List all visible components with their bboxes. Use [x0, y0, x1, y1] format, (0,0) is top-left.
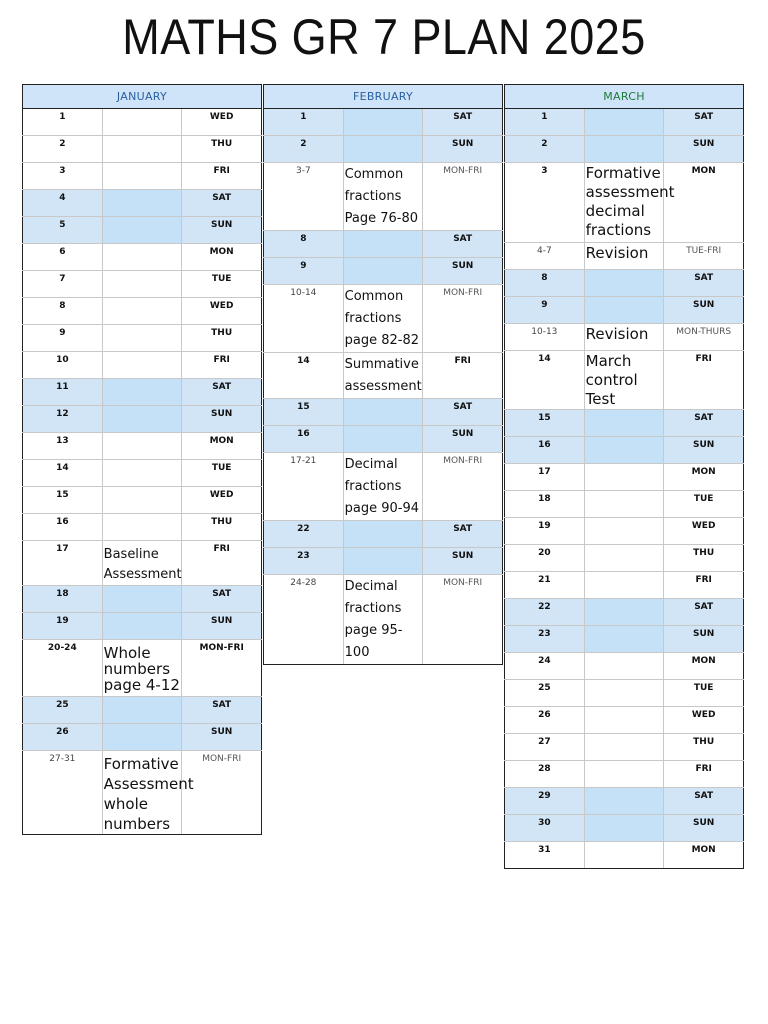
weekday-cell: SUN: [664, 297, 744, 324]
calendar-row: [505, 491, 744, 518]
calendar-row: [505, 545, 744, 572]
weekday-cell: FRI: [664, 572, 744, 599]
topic-cell: [343, 231, 423, 258]
topic-cell: Summative assessment: [343, 353, 423, 399]
weekday-cell: SUN: [182, 724, 262, 751]
day-number: 5: [23, 217, 103, 244]
calendar-row: [505, 707, 744, 734]
topic-cell: [102, 190, 182, 217]
month-header-march: MARCH: [505, 85, 744, 109]
calendar-row: [23, 163, 262, 190]
weekday-cell: SUN: [664, 815, 744, 842]
topic-cell: [584, 653, 664, 680]
calendar-row: [23, 640, 262, 697]
weekday-cell: MON-FRI: [423, 163, 503, 231]
weekday-cell: SAT: [182, 697, 262, 724]
day-number: 1: [505, 109, 585, 136]
calendar-row: [264, 163, 503, 231]
weekday-cell: SUN: [423, 136, 503, 163]
calendar-row: [505, 437, 744, 464]
weekday-cell: MON-FRI: [423, 285, 503, 353]
topic-cell: [343, 426, 423, 453]
calendar-row: [23, 541, 262, 586]
topic-cell: [584, 815, 664, 842]
february-table: [263, 84, 503, 665]
calendar-row: [264, 521, 503, 548]
topic-cell: [102, 613, 182, 640]
calendar-row: [505, 680, 744, 707]
topic-cell: [343, 548, 423, 575]
calendar-row: [264, 109, 503, 136]
day-number: 16: [505, 437, 585, 464]
topic-cell: [584, 842, 664, 869]
topic-cell: [102, 298, 182, 325]
calendar-row: [505, 243, 744, 270]
calendar-row: [505, 270, 744, 297]
topic-cell: [584, 599, 664, 626]
day-number: 19: [505, 518, 585, 545]
calendar-row: [505, 815, 744, 842]
day-number: 30: [505, 815, 585, 842]
topic-cell: Decimal fractions page 90-94: [343, 453, 423, 521]
calendar-row: [505, 297, 744, 324]
day-number: 24-28: [264, 575, 344, 665]
calendar-row: [23, 379, 262, 406]
weekday-cell: FRI: [664, 761, 744, 788]
calendar-row: [23, 217, 262, 244]
weekday-cell: TUE-FRI: [664, 243, 744, 270]
day-number: 29: [505, 788, 585, 815]
topic-cell: [584, 707, 664, 734]
day-number: 6: [23, 244, 103, 271]
weekday-cell: TUE: [664, 680, 744, 707]
topic-cell: [584, 109, 664, 136]
weekday-cell: THU: [182, 325, 262, 352]
weekday-cell: SAT: [182, 379, 262, 406]
calendar-row: [23, 724, 262, 751]
calendar-row: [505, 136, 744, 163]
weekday-cell: MON: [664, 464, 744, 491]
calendar-row: [264, 231, 503, 258]
calendar-row: [505, 324, 744, 351]
calendar-row: [505, 599, 744, 626]
day-number: 4: [23, 190, 103, 217]
calendar-row: [264, 548, 503, 575]
topic-cell: [102, 325, 182, 352]
topic-cell: [102, 433, 182, 460]
day-number: 12: [23, 406, 103, 433]
january-table: [22, 84, 262, 835]
weekday-cell: SUN: [664, 626, 744, 653]
topic-cell: Baseline Assessment: [102, 541, 182, 586]
weekday-cell: SAT: [664, 410, 744, 437]
day-number: 10: [23, 352, 103, 379]
calendar-row: [23, 244, 262, 271]
topic-cell: [584, 680, 664, 707]
calendar-row: [23, 352, 262, 379]
topic-cell: Formative Assessment whole numbers: [102, 751, 182, 835]
day-number: 17-21: [264, 453, 344, 521]
day-number: 19: [23, 613, 103, 640]
topic-cell: [102, 697, 182, 724]
topic-cell: [343, 136, 423, 163]
topic-cell: [343, 109, 423, 136]
day-number: 18: [23, 586, 103, 613]
calendar-row: [23, 136, 262, 163]
topic-cell: Common fractions page 82-82: [343, 285, 423, 353]
topic-cell: [102, 136, 182, 163]
calendar-row: [505, 842, 744, 869]
weekday-cell: MON: [664, 653, 744, 680]
day-number: 10-14: [264, 285, 344, 353]
day-number: 27-31: [23, 751, 103, 835]
topic-cell: Whole numbers page 4-12: [102, 640, 182, 697]
day-number: 2: [505, 136, 585, 163]
day-number: 15: [505, 410, 585, 437]
calendar-row: [505, 351, 744, 410]
weekday-cell: MON-FRI: [182, 751, 262, 835]
weekday-cell: FRI: [182, 352, 262, 379]
calendar-row: [505, 572, 744, 599]
day-number: 20: [505, 545, 585, 572]
day-number: 11: [23, 379, 103, 406]
calendar-row: [505, 109, 744, 136]
calendar-row: [23, 298, 262, 325]
topic-cell: [584, 410, 664, 437]
weekday-cell: SAT: [423, 109, 503, 136]
weekday-cell: SAT: [423, 521, 503, 548]
weekday-cell: SUN: [423, 258, 503, 285]
weekday-cell: WED: [182, 487, 262, 514]
march-table: [504, 84, 744, 869]
calendar-row: [264, 426, 503, 453]
weekday-cell: THU: [182, 136, 262, 163]
topic-cell: [102, 352, 182, 379]
calendar-row: [264, 285, 503, 353]
calendar-row: [505, 518, 744, 545]
weekday-cell: SUN: [423, 426, 503, 453]
topic-cell: [102, 244, 182, 271]
day-number: 14: [23, 460, 103, 487]
weekday-cell: SUN: [664, 136, 744, 163]
day-number: 18: [505, 491, 585, 518]
topic-cell: [584, 572, 664, 599]
calendar-row: [23, 514, 262, 541]
calendar-row: [23, 406, 262, 433]
topic-cell: [584, 464, 664, 491]
weekday-cell: SAT: [664, 109, 744, 136]
day-number: 23: [505, 626, 585, 653]
day-number: 14: [505, 351, 585, 410]
page-title: MATHS GR 7 PLAN 2025: [122, 9, 646, 65]
day-number: 15: [23, 487, 103, 514]
weekday-cell: MON: [182, 244, 262, 271]
calendar-row: [23, 190, 262, 217]
weekday-cell: MON-FRI: [423, 453, 503, 521]
topic-cell: [102, 217, 182, 244]
weekday-cell: THU: [664, 545, 744, 572]
day-number: 26: [23, 724, 103, 751]
weekday-cell: SUN: [182, 217, 262, 244]
day-number: 31: [505, 842, 585, 869]
weekday-cell: WED: [664, 518, 744, 545]
topic-cell: [343, 258, 423, 285]
day-number: 25: [505, 680, 585, 707]
topic-cell: [102, 487, 182, 514]
day-number: 26: [505, 707, 585, 734]
weekday-cell: FRI: [182, 541, 262, 586]
calendar-row: [264, 258, 503, 285]
topic-cell: Common fractions Page 76-80: [343, 163, 423, 231]
weekday-cell: MON-FRI: [182, 640, 262, 697]
topic-cell: [584, 297, 664, 324]
day-number: 20-24: [23, 640, 103, 697]
weekday-cell: TUE: [182, 460, 262, 487]
calendar-row: [23, 271, 262, 298]
topic-cell: Revision: [584, 324, 664, 351]
day-number: 24: [505, 653, 585, 680]
day-number: 7: [23, 271, 103, 298]
calendar-row: [23, 109, 262, 136]
day-number: 2: [264, 136, 344, 163]
calendar-row: [505, 734, 744, 761]
topic-cell: [102, 460, 182, 487]
weekday-cell: SAT: [182, 586, 262, 613]
weekday-cell: MON: [664, 842, 744, 869]
day-number: 25: [23, 697, 103, 724]
day-number: 1: [23, 109, 103, 136]
weekday-cell: SUN: [182, 406, 262, 433]
topic-cell: [584, 545, 664, 572]
day-number: 8: [23, 298, 103, 325]
weekday-cell: MON-FRI: [423, 575, 503, 665]
weekday-cell: SAT: [423, 231, 503, 258]
topic-cell: [102, 163, 182, 190]
month-header-february: FEBRUARY: [264, 85, 503, 109]
topic-cell: [102, 406, 182, 433]
weekday-cell: SUN: [423, 548, 503, 575]
calendar-row: [505, 761, 744, 788]
weekday-cell: THU: [664, 734, 744, 761]
topic-cell: [102, 586, 182, 613]
calendar-row: [505, 464, 744, 491]
topic-cell: [102, 271, 182, 298]
calendar-row: [264, 575, 503, 665]
day-number: 15: [264, 399, 344, 426]
calendar-row: [23, 460, 262, 487]
topic-cell: [584, 788, 664, 815]
topic-cell: Formative assessment decimal fractions: [584, 163, 664, 243]
calendar-row: [23, 751, 262, 835]
weekday-cell: SUN: [182, 613, 262, 640]
calendar-row: [505, 410, 744, 437]
day-number: 8: [264, 231, 344, 258]
topic-cell: [584, 437, 664, 464]
weekday-cell: FRI: [182, 163, 262, 190]
weekday-cell: SAT: [664, 788, 744, 815]
weekday-cell: MON: [664, 163, 744, 243]
day-number: 9: [264, 258, 344, 285]
day-number: 3: [23, 163, 103, 190]
calendar-row: [505, 163, 744, 243]
calendar-row: [23, 433, 262, 460]
weekday-cell: WED: [664, 707, 744, 734]
calendar-row: [505, 626, 744, 653]
weekday-cell: THU: [182, 514, 262, 541]
topic-cell: Decimal fractions page 95-100: [343, 575, 423, 665]
day-number: 9: [505, 297, 585, 324]
day-number: 4-7: [505, 243, 585, 270]
day-number: 13: [23, 433, 103, 460]
calendar-row: [505, 788, 744, 815]
topic-cell: [343, 399, 423, 426]
calendar-row: [23, 487, 262, 514]
day-number: 3: [505, 163, 585, 243]
day-number: 17: [505, 464, 585, 491]
calendar-row: [23, 613, 262, 640]
weekday-cell: SUN: [664, 437, 744, 464]
day-number: 14: [264, 353, 344, 399]
day-number: 1: [264, 109, 344, 136]
day-number: 28: [505, 761, 585, 788]
topic-cell: [584, 734, 664, 761]
topic-cell: [102, 514, 182, 541]
calendar-row: [264, 399, 503, 426]
topic-cell: [102, 724, 182, 751]
topic-cell: [343, 521, 423, 548]
day-number: 8: [505, 270, 585, 297]
day-number: 22: [505, 599, 585, 626]
weekday-cell: TUE: [182, 271, 262, 298]
day-number: 10-13: [505, 324, 585, 351]
weekday-cell: MON: [182, 433, 262, 460]
topic-cell: [584, 626, 664, 653]
day-number: 17: [23, 541, 103, 586]
calendar-row: [264, 136, 503, 163]
day-number: 22: [264, 521, 344, 548]
weekday-cell: WED: [182, 298, 262, 325]
day-number: 23: [264, 548, 344, 575]
weekday-cell: FRI: [423, 353, 503, 399]
topic-cell: March control Test: [584, 351, 664, 410]
topic-cell: [584, 136, 664, 163]
topic-cell: [102, 379, 182, 406]
weekday-cell: MON-THURS: [664, 324, 744, 351]
weekday-cell: SAT: [664, 599, 744, 626]
calendar-row: [23, 586, 262, 613]
weekday-cell: WED: [182, 109, 262, 136]
calendar-row: [505, 653, 744, 680]
day-number: 3-7: [264, 163, 344, 231]
month-header-january: JANUARY: [23, 85, 262, 109]
topic-cell: [584, 270, 664, 297]
calendar-row: [264, 453, 503, 521]
day-number: 16: [23, 514, 103, 541]
calendar-row: [23, 697, 262, 724]
weekday-cell: SAT: [423, 399, 503, 426]
topic-cell: [584, 761, 664, 788]
day-number: 21: [505, 572, 585, 599]
calendar-row: [264, 353, 503, 399]
topic-cell: [102, 109, 182, 136]
day-number: 16: [264, 426, 344, 453]
weekday-cell: SAT: [664, 270, 744, 297]
weekday-cell: SAT: [182, 190, 262, 217]
topic-cell: [584, 491, 664, 518]
day-number: 2: [23, 136, 103, 163]
day-number: 9: [23, 325, 103, 352]
weekday-cell: FRI: [664, 351, 744, 410]
topic-cell: [584, 518, 664, 545]
weekday-cell: TUE: [664, 491, 744, 518]
topic-cell: Revision: [584, 243, 664, 270]
day-number: 27: [505, 734, 585, 761]
calendar-row: [23, 325, 262, 352]
